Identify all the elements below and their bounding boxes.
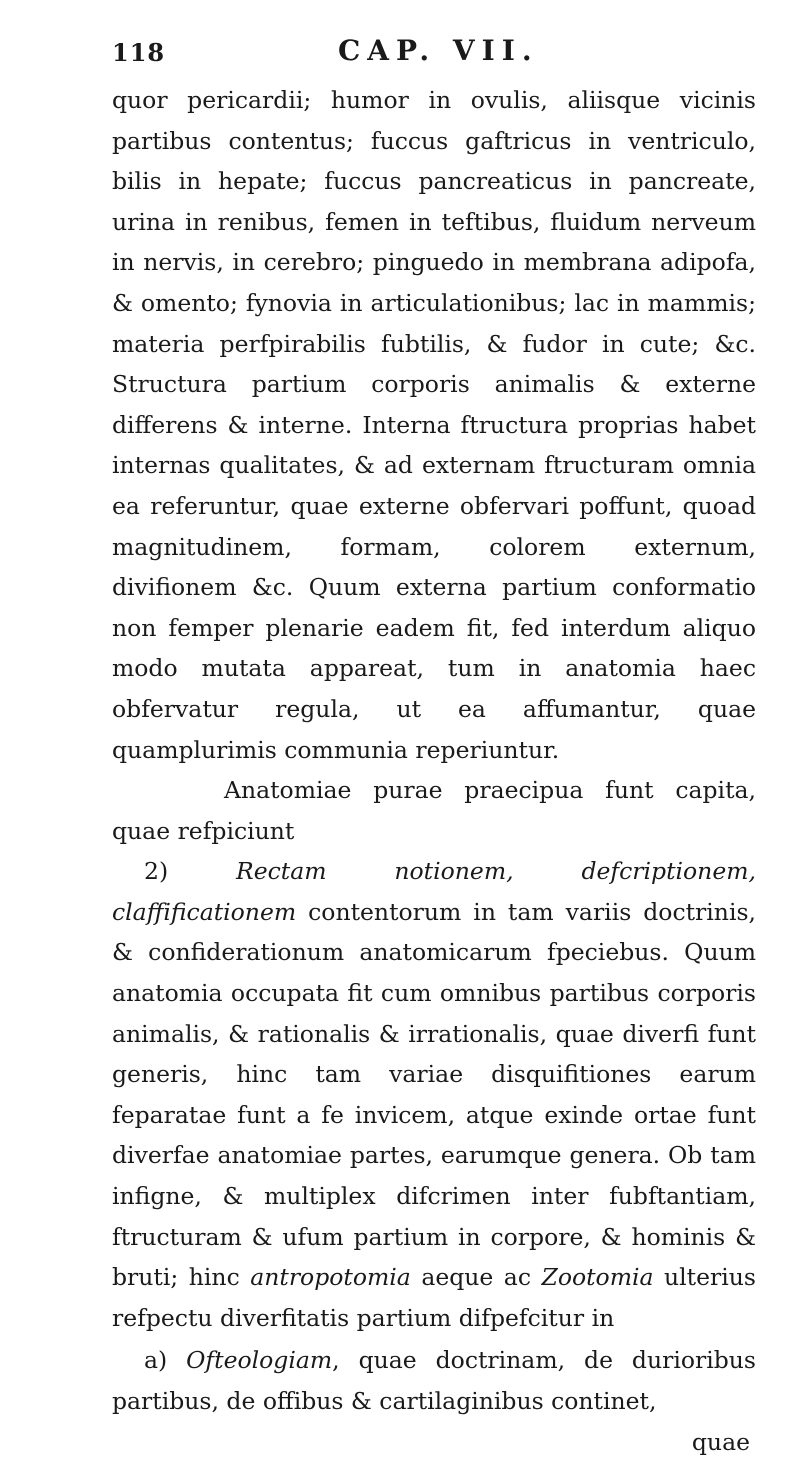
- list-label: a): [144, 1346, 168, 1375]
- body-text: [112, 80, 756, 1462]
- paragraph: quor pericardii; humor in ovulis, aliisque vicinis partibus contentus; fuccus gaftricus in ventriculo, bilis in hepate; fuccus pancreaticus in pancreate, urina in renibus, femen in teftibus, fluidum nerveum in nervis, in cerebro; pinguedo in membrana adipofa, & omento; fynovia in articulationibus; lac in mammis; materia perfpirabilis fubtilis, & fudor in cute; &c. Structura partium corporis animalis & externe differens & interne. Interna ftructura proprias habet internas qualitates, & ad externam ftructuram omnia ea referuntur, quae externe obfervari poffunt, quoad magnitudinem, formam, colorem externum, divifionem &c. Quum externa partium conformatio non femper plenarie eadem fit, fed interdum aliquo modo mutata appareat, tum in anatomia haec obfervatur regula, ut ea affumantur, quae quamplurimis communia reperiuntur.: [112, 86, 756, 764]
- list-text: contentorum in tam variis doctrinis, & confiderationum anatomicarum fpeciebus. Quum anatomia occupata fit cum omnibus partibus corporis animalis, & rationalis & irrationalis, quae diverfi funt generis, hinc tam variae disquifitiones earum feparatae funt a fe invicem, atque exinde ortae funt diverfae anatomiae partes, earumque genera. Ob tam infigne, & multiplex difcrimen inter fubftantiam, ftructuram & ufum partium in corpore, & hominis & bruti; hinc: [112, 897, 756, 1292]
- catchword: quae: [691, 1427, 750, 1456]
- italic-term: Ofteologiam: [186, 1346, 333, 1375]
- italic-term: Zootomia: [541, 1263, 654, 1292]
- running-head: CAP. VII.: [338, 34, 539, 67]
- list-item-2: [112, 851, 756, 1338]
- page-number: 118: [112, 38, 166, 67]
- list-number: 2): [144, 857, 169, 886]
- list-text: , quae doctrinam, de durioribus partibus, de offibus & cartilaginibus continet,: [112, 1346, 756, 1415]
- list-text: ulterius refpectu diverfitatis partium difpefcitur in: [112, 1263, 756, 1332]
- list-item-a: [112, 1340, 756, 1421]
- list-text: aeque ac: [421, 1263, 531, 1292]
- italic-term: Rectam notionem, defcriptionem, claffificationem: [112, 857, 756, 926]
- paragraph-text: Anatomiae purae praecipua funt capita, quae refpiciunt: [112, 776, 756, 845]
- italic-term: antropotomia: [250, 1263, 411, 1292]
- page-header: [112, 0, 756, 80]
- paragraph: [112, 770, 756, 851]
